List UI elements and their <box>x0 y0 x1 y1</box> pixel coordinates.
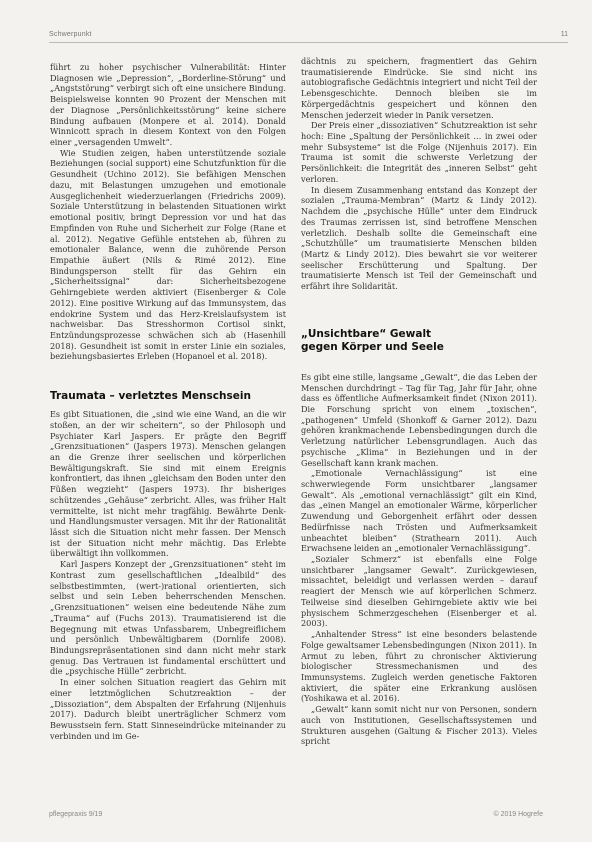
section-heading-line: gegen Körper und Seele <box>301 340 444 353</box>
section-heading <box>301 328 537 354</box>
paragraph: „Anhaltender Stress“ ist eine besonders belastende Folge gewaltsamer Lebensbedingungen (Nixon 2011). In Armut zu leben, führt zu chronischer Aktivierung biologischer Stressmechanismen und des Immunsystems. Zugleich werden genetische Faktoren aktiviert, die später eine Erkrankung auslösen (Yoshikawa et al. 2016). <box>301 629 537 704</box>
paragraph: In einer solchen Situation reagiert das Gehirn mit einer letztmöglichen Schutzreaktion – der „Dissoziation“, dem Abspalten der Erfahrung (Nijenhuis 2017). Dadurch bleibt unerträglicher Schmerz vom Bewusstsein fern. Statt Sinneseindrücke miteinander zu verbinden und im Ge- <box>50 677 286 741</box>
right-column <box>301 56 537 747</box>
paragraph: Es gibt eine stille, langsame „Gewalt“, die das Leben der Menschen durchdringt – Tag für Tag, Jahr für Jahr, ohne dass es öffentliche Aufmerksamkeit findet (Nixon 2011). Die Forschung spricht von einem „toxischen“, „pathogenen“ Umfeld (Shonkoff & Garner 2012). Dazu gehören krankmachende Lebensbedingungen durch die Verletzung natürlicher Lebensgrundlagen. Auch das psychische „Klima“ in Beziehungen und in der Gesellschaft kann krank machen. <box>301 371 537 468</box>
paragraph: In diesem Zusammenhang entstand das Konzept der sozialen „Trauma-Membran“ (Martz & Lindy 2012). Nachdem die „psychische Hülle“ unter dem Eindruck des Traumas zerrissen ist, sind betroffene Menschen verletzlich. Deshalb sollte die Gemeinschaft eine „Schutzhülle“ um traumatisierte Menschen bilden (Martz & Lindy 2012). Dies bewahrt sie vor weiterer seelischer Erschütterung und Spaltung. Der traumatisierte Mensch ist Teil der Gemeinschaft und erfährt ihre Solidarität. <box>301 184 537 292</box>
running-header-left: Schwerpunkt <box>49 31 92 38</box>
footer-left: pflegepraxis 9/19 <box>49 811 103 818</box>
section-heading-line: „Unsichtbare“ Gewalt <box>301 327 432 340</box>
header-divider <box>49 42 568 43</box>
paragraph: „Emotionale Vernachlässigung“ ist eine schwerwiegende Form unsichtbarer „langsamer Gewalt“. Als „emotional vernachlässigt“ gilt ein Kind, das „einen Mangel an emotionaler Wärme, körperlicher Zuwendung und Geborgenheit erfährt oder dessen Bedürfnisse nach Trösten und Aufmerksamkeit unbeachtet bleiben“ (Strathearn 2011). Auch Erwachsene leiden an „emotionaler Vernachlässigung“. <box>301 468 537 554</box>
paragraph: Wie Studien zeigen, haben unterstützende soziale Beziehungen (social support) eine Schutzfunktion für die Gesundheit (Uchino 2012). Sie befähigen Menschen dazu, mit Belastungen umzugehen und emotionale Ausgeglichenheit wiederzuerlangen (Friedrichs 2009). Soziale Unterstützung in belastenden Situationen wirkt emotional positiv, bringt Depression vor und hat das Empfinden von Ruhe und Sicherheit zur Folge (Rane et al. 2012). Negative Gefühle entstehen ab, führen zu emotionaler Balance, wenn die zuhörende Person Empathie äußert (Nils & Rimé 2012). Eine Bindungsperson stellt für das Gehirn ein „Sicherheitssignal“ dar: Sicherheitsbezogene Gehirngebiete werden aktiviert (Eisenberger & Cole 2012). Eine positive Wirkung auf das Immunsystem, das endokrine System und das Herz-Kreislaufsystem ist nachweisbar. Das Stresshormon Cortisol sinkt, Entzündungsprozesse schwächen sich ab (Hasenhill 2018). Gesundheit ist somit in erster Linie ein soziales, beziehungsbasiertes Erleben (Hopanoel et al. 2018). <box>50 147 286 362</box>
footer-right: © 2019 Hogrefe <box>493 811 543 818</box>
left-column <box>50 62 286 741</box>
page-number: 11 <box>560 31 568 38</box>
paragraph: dächtnis zu speichern, fragmentiert das Gehirn traumatisierende Eindrücke. Sie sind nicht ins autobiografische Gedächtnis integriert und nicht Teil der Lebensgeschichte. Dennoch bleiben sie im Körpergedächtnis gespeichert und können den Menschen jederzeit wieder in Panik versetzen. <box>301 56 537 120</box>
paragraph: „Gewalt“ kann somit nicht nur von Personen, sondern auch von Institutionen, Gesellschaftssystemen und Strukturen ausgehen (Galtung & Fischer 2013). Vieles spricht <box>301 704 537 747</box>
paragraph: Es gibt Situationen, die „sind wie eine Wand, an die wir stoßen, an der wir scheitern“, so der Philosoph und Psychiater Karl Jaspers. Er prägte den Begriff „Grenzsituationen“ (Jaspers 1973). Menschen gelangen an die Grenze ihrer seelischen und körperlichen Bewältigungskraft. Sie sind mit einem Ereignis konfrontiert, das ihnen „gleichsam den Boden unter den Füßen wegzieht“ (Jaspers 1973). Ihr bisheriges schützendes „Gehäuse“ zerbricht. Alles, was früher Halt vermittelte, ist nicht mehr tragfähig. Bewährte Denk- und Handlungsmuster versagen. Mit ihr der Rationalität lässt sich die Situation nicht mehr fassen. Der Mensch ist der Situation nicht mehr mächtig. Das Erlebte überwältigt ihn vollkommen. <box>50 409 286 559</box>
paragraph: Der Preis einer „dissoziativen“ Schutzreaktion ist sehr hoch: Eine „Spaltung der Persönlichkeit … in zwei oder mehr Subsysteme“ ist die Folge (Nijenhuis 2017). Ein Trauma ist somit die schwerste Verletzung der Persönlichkeit: die Integrität des „inneren Selbst“ geht verloren. <box>301 120 537 184</box>
paragraph: führt zu hoher psychischer Vulnerabilität: Hinter Diagnosen wie „Depression“, „Borderline-Störung“ und „Angststörung“ verbirgt sich oft eine unsichere Bindung. Beispielsweise konnten 90 Prozent der Menschen mit der Diagnose „Persönlichkeitsstörung“ keine sichere Bindung aufbauen (Monpere et al. 2014). Donald Winnicott sprach in diesem Kontext von den Folgen einer „versagenden Umwelt“. <box>50 62 286 148</box>
paragraph: Karl Jaspers Konzept der „Grenzsituationen“ steht im Kontrast zum gesellschaftlichen „Idealbild“ des selbstbestimmten, (wert-)rational orientierten, sich selbst und sein Leben beherrschenden Menschen. „Grenzsituationen“ weisen eine bedeutende Nähe zum „Trauma“ auf (Fuchs 2013). Traumatisierend ist die Begegnung mit etwas Unfassbarem, Unbegreiflichem und persönlich Unbewältigbarem (Dornlife 2008). Bindungsrepräsentationen sind dann nicht mehr stark genug. Das Vertrauen ist fundamental erschüttert und die „psychische Hülle“ zerbricht. <box>50 559 286 677</box>
section-heading: Traumata – verletztes Menschsein <box>50 390 251 403</box>
paragraph: „Sozialer Schmerz“ ist ebenfalls eine Folge unsichtbarer „langsamer Gewalt“. Zurückgewiesen, missachtet, beleidigt und verlassen werden – darauf reagiert der Mensch wie auf körperlichen Schmerz. Teilweise sind dieselben Gehirngebiete aktiv wie bei physischem Schmerzgeschehen (Eisenberger et al. 2003). <box>301 554 537 629</box>
